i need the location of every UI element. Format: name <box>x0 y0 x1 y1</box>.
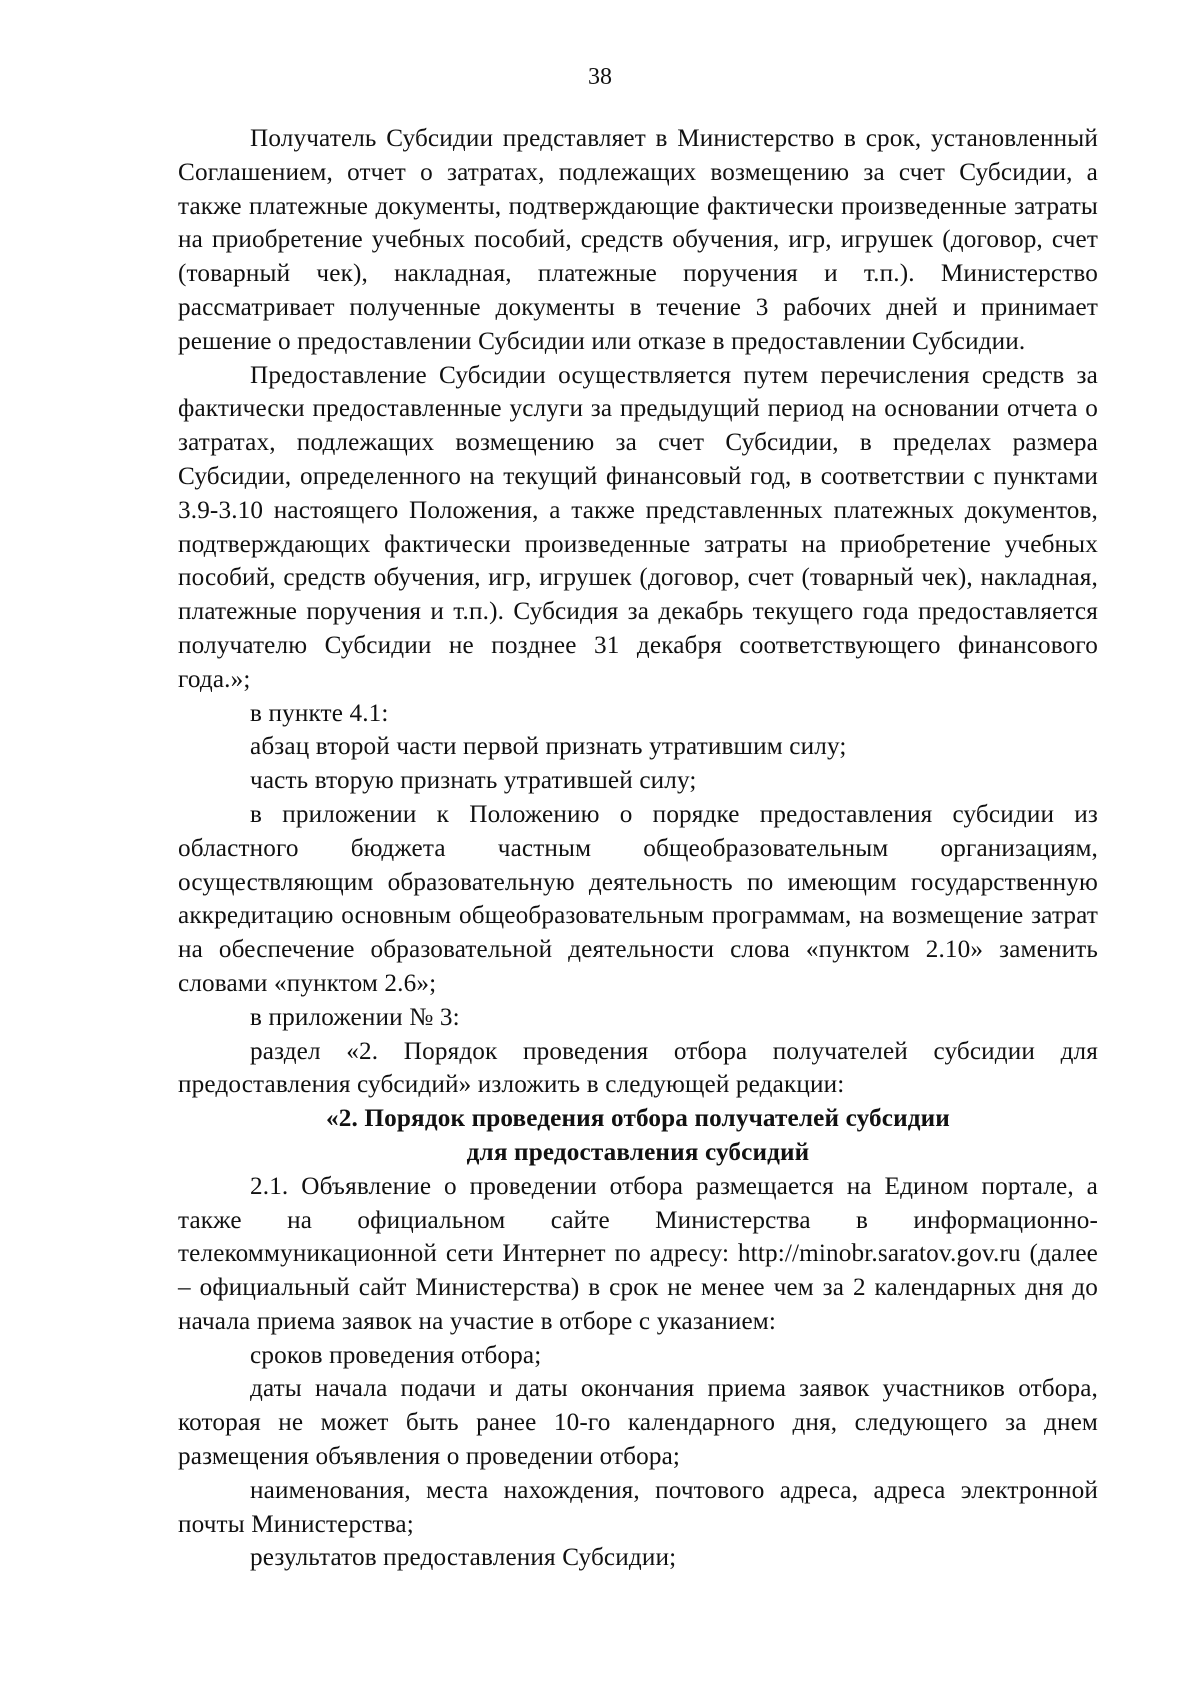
document-body <box>178 122 1098 1575</box>
paragraph: часть вторую признать утратившей силу; <box>250 767 697 795</box>
paragraph: в приложении к Положению о порядке предоставления субсидии из областного бюджета частным общеобразовательным организациям, осуществляющим образовательную деятельность по имеющим государственную аккредитацию основным общеобразовательным программам, на возмещение затрат на обеспечение образовательной деятельности слова «пунктом 2.10» заменить словами «пунктом 2.6»; <box>178 800 1098 997</box>
section-heading-line-2: для предоставления субсидий <box>466 1138 810 1166</box>
page-number: 38 <box>588 64 612 90</box>
paragraph: наименования, места нахождения, почтового адреса, адреса электронной почты Министерства; <box>178 1476 1098 1538</box>
paragraph: раздел «2. Порядок проведения отбора получателей субсидии для предоставления субсидий» изложить в следующей редакции: <box>178 1037 1098 1099</box>
paragraph: сроков проведения отбора; <box>250 1341 542 1369</box>
paragraph: результатов предоставления Субсидии; <box>250 1544 677 1572</box>
paragraph: Предоставление Субсидии осуществляется путем перечисления средств за фактически предоставленные услуги за предыдущий период на основании отчета о затратах, подлежащих возмещению за счет Субсидии, в пределах размера Субсидии, определенного на текущий финансовый год, в соответствии с пунктами 3.9-3.10 настоящего Положения, а также представленных платежных документов, подтверждающих фактически произведенные затраты на приобретение учебных пособий, средств обучения, игр, игрушек (договор, счет (товарный чек), накладная, платежные поручения и т.п.). Субсидия за декабрь текущего года предоставляется получателю Субсидии не позднее 31 декабря соответствующего финансового года.»; <box>178 361 1098 693</box>
paragraph: даты начала подачи и даты окончания приема заявок участников отбора, которая не может быть ранее 10-го календарного дня, следующего за днем размещения объявления о проведении отбора; <box>178 1375 1098 1471</box>
paragraph: Получатель Субсидии представляет в Министерство в срок, установленный Соглашением, отчет о затратах, подлежащих возмещению за счет Субсидии, а также платежные документы, подтверждающие фактически произведенные затраты на приобретение учебных пособий, средств обучения, игр, игрушек (договор, счет (товарный чек), накладная, платежные поручения и т.п.). Министерство рассматривает полученные документы в течение 3 рабочих дней и принимает решение о предоставлении Субсидии или отказе в предоставлении Субсидии. <box>178 125 1098 355</box>
paragraph: 2.1. Объявление о проведении отбора размещается на Едином портале, а также на официальном сайте Министерства в информационно-телекоммуникационной сети Интернет по адресу: http://minobr.saratov.gov.ru (далее – официальный сайт Министерства) в срок не менее чем за 2 календарных дня до начала приема заявок на участие в отборе с указанием: <box>178 1172 1098 1335</box>
paragraph: в пункте 4.1: <box>250 699 389 727</box>
section-heading-line-1: «2. Порядок проведения отбора получателей субсидии <box>326 1105 950 1133</box>
paragraph: в приложении № 3: <box>250 1003 460 1031</box>
paragraph: абзац второй части первой признать утратившим силу; <box>250 733 847 761</box>
